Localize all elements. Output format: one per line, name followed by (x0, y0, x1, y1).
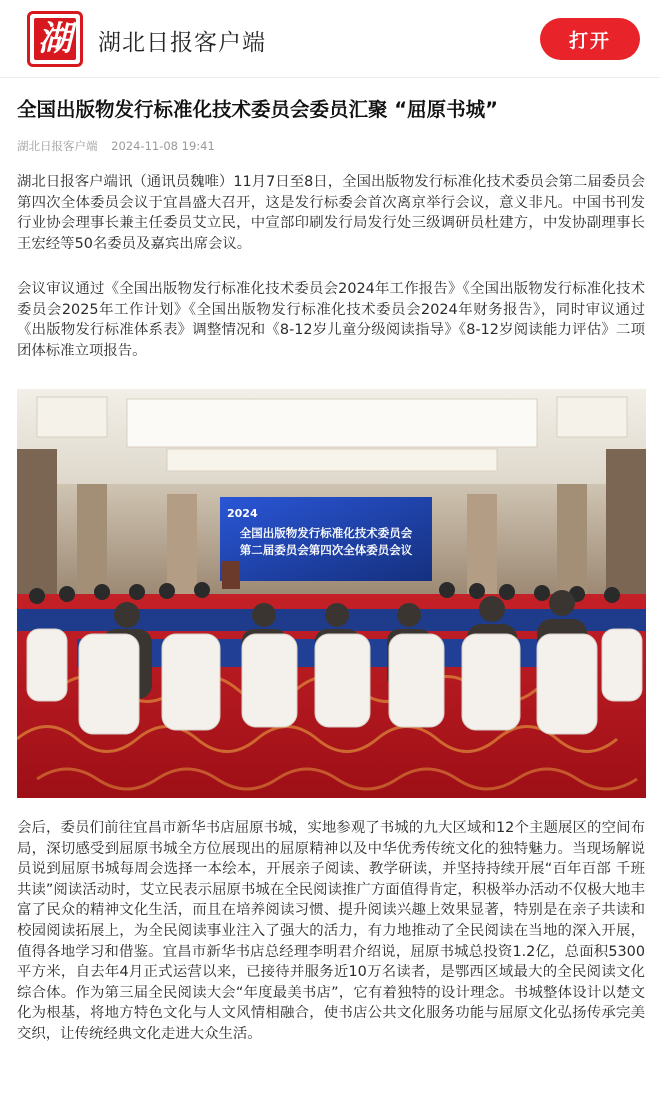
article-date: 2024-11-08 19:41 (111, 139, 215, 153)
screen-year: 2024 (227, 507, 258, 520)
article-meta (17, 138, 225, 154)
article-title: 全国出版物发行标准化技术委员会委员汇聚 “屈原书城” (17, 98, 498, 121)
article-paragraph-3: 会后，委员们前往宜昌市新华书店屈原书城，实地参观了书城的九大区域和12个主题展区的空间布局，深切感受到屈原书城全方位展现出的屈原精神以及中华优秀传统文化的独特魅力。当现场解说员说到屈原书城每周会选择一本绘本，开展亲子阅读、教学研读，并坚持持续开展“百年百部 千班共读”阅读活动时，艾立民表示屈原书城在全民阅读推广方面值得肯定，积极举办活动不仅极大地丰富了民众的精神文化生活，而且在培养阅读习惯、提升阅读兴趣上效果显著，特别是在亲子共读和校园阅读拓展上，为全民阅读事业注入了强大的活力，有力地推动了全民阅读在当地的深入开展，值得各地学习和借鉴。宜昌市新华书店总经理李明君介绍说，屈原书城总投资1.2亿，总面积5300平方米，自去年4月正式运营以来，已接待并服务近10万名读者，是鄂西区域最大的全民阅读文化综合体。作为第三届全民阅读大会“年度最美书店”，它有着独特的设计理念。书城整体设计以楚文化为根基，将地方特色文化与人文风情相融合，使书店公共文化服务功能与屈原文化弘扬传承完美交织，让传统经典文化走进大众生活。 (17, 820, 645, 1042)
logo-character: 湖 (38, 19, 72, 59)
app-logo (27, 11, 83, 67)
open-app-button[interactable]: 打开 (540, 18, 640, 60)
article-paragraph-2: 会议审议通过《全国出版物发行标准化技术委员会2024年工作报告》《全国出版物发行标准化技术委员会2025年工作计划》《全国出版物发行标准化技术委员会2024年财务报告》，同时审议通过《出版物发行标准体系表》调整情况和《8-12岁儿童分级阅读指导》《8-12岁阅读能力评估》二项团体标准立项报告。 (17, 281, 645, 359)
article-photo[interactable] (17, 389, 646, 798)
article-source: 湖北日报客户端 (17, 139, 98, 153)
screen-title-line2: 第二届委员会第四次全体委员会议 (239, 543, 413, 557)
app-name: 湖北日报客户端 (98, 30, 266, 56)
screen-title-line1: 全国出版物发行标准化技术委员会 (239, 526, 413, 540)
article-paragraph-1: 湖北日报客户端讯（通讯员魏唯）11月7日至8日，全国出版物发行标准化技术委员会第二届委员会第四次全体委员会议于宜昌盛大召开，这是发行标委会首次离京举行会议，意义非凡。中国书刊发行业协会理事长兼主任委员艾立民，中宣部印刷发行局发行处三级调研员杜建方，中发协副理事长王宏经等50名委员及嘉宾出席会议。 (17, 174, 645, 252)
app-banner (0, 0, 660, 78)
